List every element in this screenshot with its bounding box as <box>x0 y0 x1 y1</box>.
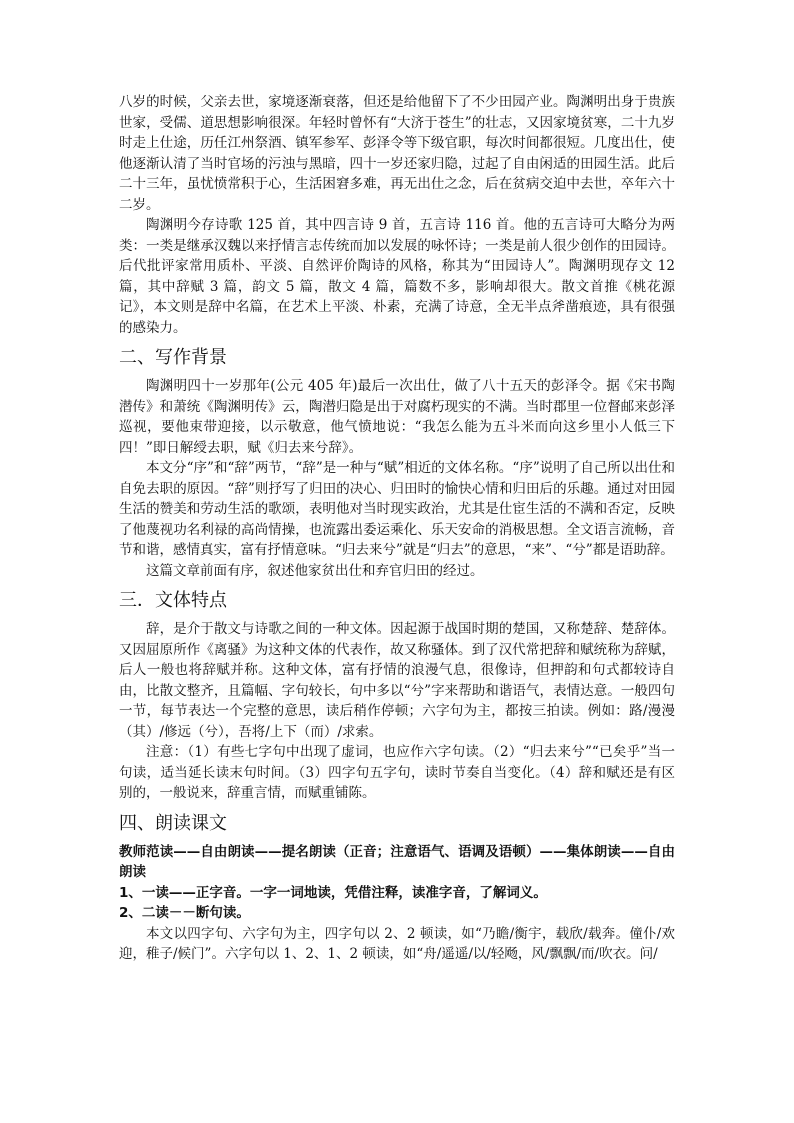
paragraph-background-1: 陶渊明四十一岁那年(公元 405 年)最后一次出仕，做了八十五天的彭泽令。据《宋书陶潜传》和萧统《陶渊明传》云，陶潜归隐是出于对腐朽现实的不满。当时郡里一位督邮来彭泽巡视，要他束带迎接，以示敬意，他气愤地说：“我怎么能为五斗米而向这乡里小人低三下四！”即日解绶去职，赋《归去来兮辞》。 <box>119 378 675 456</box>
paragraph-reading-rhythm: 本文以四字句、六字句为主，四字句以 2、2 顿读，如“乃瞻/衡宇，载欣/载奔。僮仆/欢迎，稚子/候门”。六字句以 1、2、1、2 顿读，如“舟/遥遥/以/轻飏，风/飘飘/而/吹衣。问/ <box>119 925 675 962</box>
section-background <box>119 346 675 581</box>
reading-steps: 教师范读——自由朗读——提名朗读（正音；注意语气、语调及语顿）——集体朗读——自由朗读 <box>119 843 675 880</box>
heading-writing-background: 二、写作背景 <box>119 347 227 368</box>
paragraph-life: 八岁的时候，父亲去世，家境逐渐衰落，但还是给他留下了不少田园产业。陶渊明出身于贵族世家，受儒、道思想影响很深。年轻时曾怀有“大济于苍生”的壮志，又因家境贫寒，二十九岁时走上仕途，历任江州祭酒、镇军参军、彭泽令等下级官职，每次时间都很短。几度出仕，使他逐渐认清了当时官场的污浊与黑暗，四十一岁还家归隐，过起了自由闲适的田园生活。此后二十三年，虽忧愤常积于心，生活困窘多难，再无出仕之念，后在贫病交迫中去世，卒年六十二岁。 <box>119 94 675 213</box>
paragraph-works: 陶渊明今存诗歌 125 首，其中四言诗 9 首，五言诗 116 首。他的五言诗可大略分为两类：一类是继承汉魏以来抒情言志传统而加以发展的咏怀诗；一类是前人很少创作的田园诗。后代批评家常用质朴、平淡、自然评价陶诗的风格，称其为“田园诗人”。陶渊明现存文 12 篇，其中辞赋 3 篇，韵文 5 篇，散文 4 篇，篇数不多，影响却很大。散文首推《桃花源记》，本文则是辞中名篇，在艺术上平淡、朴素，充满了诗意，全无半点斧凿痕迹，具有很强的感染力。 <box>119 217 675 336</box>
heading-genre-features: 三．文体特点 <box>119 590 227 611</box>
reading-step-2: 2、二读－－断句读。 <box>119 905 250 921</box>
document-page <box>119 92 675 965</box>
section-genre <box>119 589 675 804</box>
paragraph-background-3: 这篇文章前面有序，叙述他家贫出仕和弃官归田的经过。 <box>146 562 484 579</box>
reading-step-1: 1、一读——正字音。一字一词地读，凭借注释，读准字音，了解词义。 <box>119 884 547 901</box>
paragraph-genre-1: 辞，是介于散文与诗歌之间的一种文体。因起源于战国时期的楚国，又称楚辞、楚辞体。又因屈原所作《离骚》为这种文体的代表作，故又称骚体。到了汉代常把辞和赋统称为辞赋，后人一般也将辞赋并称。这种文体，富有抒情的浪漫气息，很像诗，但押韵和句式都较诗自由，比散文整齐，且篇幅、字句较长，句中多以“兮”字来帮助和谐语气，表情达意。一般四句一节，每节表达一个完整的意思，读后稍作停顿；六字句为主，都按三拍读。例如：路/漫漫（其）/修远（兮），吾将/上下（而）/求索。 <box>119 621 675 740</box>
heading-reading-text: 四、朗读课文 <box>119 812 227 834</box>
section-reading <box>119 812 675 965</box>
paragraph-genre-notes: 注意：（1）有些七字句中出现了虚词，也应作六字句读。（2）“归去来兮”“已矣乎”当一句读，适当延长读末句时间。（3）四字句五字句，读时节奏自当变化。（4）辞和赋还是有区别的，一般说来，辞重言情，而赋重铺陈。 <box>119 744 675 801</box>
section-biography <box>119 92 675 338</box>
paragraph-background-2: 本文分“序”和“辞”两节，“辞”是一种与“赋”相近的文体名称。“序”说明了自己所以出仕和自免去职的原因。“辞”则抒写了归田的决心、归田时的愉快心情和归田后的乐趣。通过对田园生活的赞美和劳动生活的歌颂，表明他对当时现实政治，尤其是仕宦生活的不满和否定，反映了他蔑视功名利禄的高尚情操，也流露出委运乘化、乐天安命的消极思想。全文语言流畅，音节和谐，感情真实，富有抒情意味。“归去来兮”就是“归去”的意思，“来”、“兮”都是语助辞。 <box>119 460 675 558</box>
